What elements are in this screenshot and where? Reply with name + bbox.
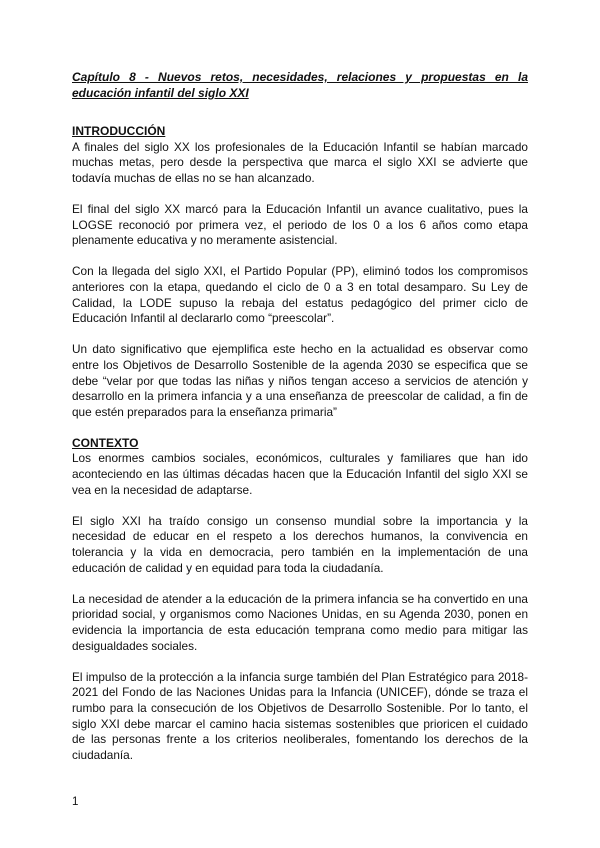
document-content bbox=[72, 69, 528, 779]
section-contexto bbox=[72, 436, 528, 763]
paragraph-introduccion-3: Con la llegada del siglo XXI, el Partido Popular (PP), eliminó todos los compromisos anteriores con la etapa, quedando el ciclo de 0 a 3 en total desamparo. Su Ley de Calidad, la LODE supuso la rebaja del estatus pedagógico del primer ciclo de Educación Infantil al declararlo como “preescolar”. bbox=[72, 264, 528, 326]
paragraph-contexto-2: El siglo XXI ha traído consigo un consenso mundial sobre la importancia y la necesidad de educar en el respeto a los derechos humanos, la convivencia en tolerancia y la vida en democracia, pero también en la implementación de una educación de calidad y en equidad para toda la ciudadanía. bbox=[72, 513, 528, 575]
paragraph-contexto-1: Los enormes cambios sociales, económicos, culturales y familiares que han ido aconteciendo en las últimas décadas hacen que la Educación Infantil del siglo XXI se vea en la necesidad de adaptarse. bbox=[72, 451, 528, 497]
chapter-title: Capítulo 8 - Nuevos retos, necesidades, relaciones y propuestas en la educación infantil del siglo XXI bbox=[72, 70, 528, 100]
paragraph-introduccion-1: A finales del siglo XX los profesionales de la Educación Infantil se habían marcado muchas metas, pero desde la perspectiva que marca el siglo XXI se advierte que todavía muchas de ellas no se han alcanzado. bbox=[72, 139, 528, 185]
paragraph-contexto-3: La necesidad de atender a la educación de la primera infancia se ha convertido en una prioridad social, y organismos como Naciones Unidas, en su Agenda 2030, ponen en evidencia la importancia de esta educación temprana como medio para mitigar las desigualdades sociales. bbox=[72, 591, 528, 653]
section-introduccion bbox=[72, 124, 528, 420]
section-heading-introduccion: INTRODUCCIÓN bbox=[72, 124, 166, 138]
paragraph-introduccion-2: El final del siglo XX marcó para la Educación Infantil un avance cualitativo, pues la LOGSE reconoció por primera vez, el periodo de los 0 a los 6 años como etapa plenamente educativa y no meramente asistencial. bbox=[72, 201, 528, 248]
paragraph-contexto-4: El impulso de la protección a la infancia surge también del Plan Estratégico para 2018-2021 del Fondo de las Naciones Unidas para la Infancia (UNICEF), dónde se traza el rumbo para la consecución de los Objetivos de Desarrollo Sostenible. Por lo tanto, el siglo XXI debe marcar el camino hacia sistemas sostenibles que prioricen el cuidado de las personas frente a los criterios neoliberales, fomentando los derechos de la ciudadanía. bbox=[72, 669, 528, 762]
paragraph-introduccion-4: Un dato significativo que ejemplifica este hecho en la actualidad es observar como entre los Objetivos de Desarrollo Sostenible de la agenda 2030 se especifica que se debe “velar por que todas las niñas y niños tengan acceso a servicios de atención y desarrollo en la primera infancia y a una enseñanza de preescolar de calidad, a fin de que estén preparados para la enseñanza primaria” bbox=[72, 342, 528, 419]
section-heading-contexto: CONTEXTO bbox=[72, 435, 139, 450]
page-number: 1 bbox=[72, 796, 79, 808]
